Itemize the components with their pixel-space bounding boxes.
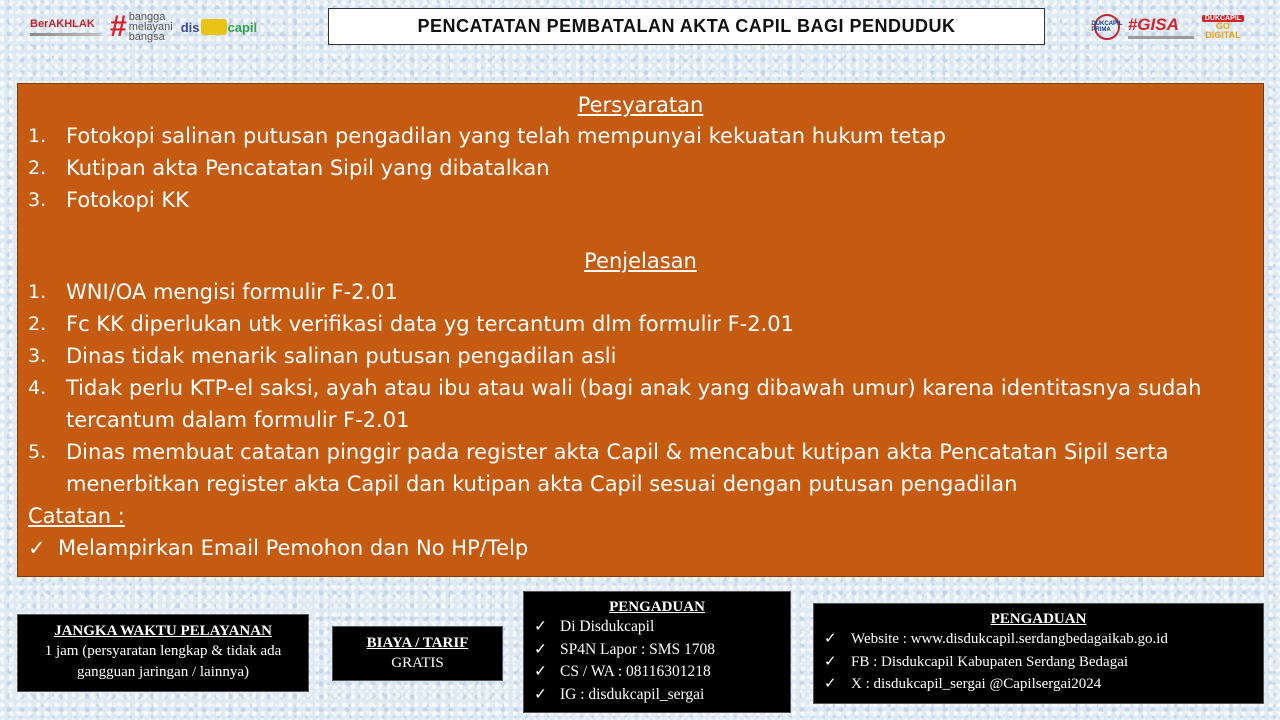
complaint-item [824,628,1253,651]
persyaratan-item [28,152,1253,184]
fee-desc: GRATIS [391,655,444,671]
complaint-item-text: FB : Disdukcapil Kabupaten Serdang Bedagai [851,653,1129,670]
check-icon: ✓ [824,653,837,670]
complaint-title: PENGADUAN [609,599,705,615]
penjelasan-item [28,436,1253,500]
list-number: 3. [28,345,47,367]
list-number: 1. [28,281,47,303]
list-number: 1. [28,125,47,147]
service-time-box [17,614,309,692]
list-number: 2. [28,313,47,335]
list-text: Fotokopi KK [66,188,189,212]
bangga-word-1: bangga [128,11,166,23]
complaint-item-text: CS / WA : 08116301218 [560,663,711,680]
list-text: Dinas tidak menarik salinan putusan pengadilan asli [66,344,617,368]
disdukcapil-logo [181,19,257,35]
dukcapil-go-digital-logo [1202,15,1244,40]
section-spacer [28,216,1253,246]
go-digital-mid: GO [1215,20,1230,31]
gisa-logo [1128,16,1194,39]
check-icon: ✓ [824,676,837,692]
catatan-item [28,532,1253,564]
bangga-hash-glyph: # [110,10,127,43]
check-icon: ✓ [824,631,837,647]
service-time-title: JANGKA WAKTU PELAYANAN [54,623,272,639]
complaint-box-online [813,603,1264,704]
complaint-item [824,651,1253,674]
list-number: 5. [28,441,47,463]
complaint-title: PENGADUAN [990,611,1087,627]
complaint-item-text: X : disdukcapil_sergai @Capilsergai2024 [851,676,1102,692]
complaint-item-text: Website : www.disdukcapil.serdangbedagaikab.go.id [851,631,1168,647]
persyaratan-item [28,184,1253,216]
list-text: Dinas membuat catatan pinggir pada register akta Capil & mencabut kutipan akta Pencatatan Sipil serta menerbitkan register akta Capil dan kutipan akta Capil sesuai dengan putusan pengadilan [66,440,1169,496]
complaint-item-text: Di Disdukcapil [560,618,655,635]
complaint-item [824,673,1253,696]
check-icon: ✓ [534,618,547,635]
list-number: 4. [28,377,47,399]
header-logos-right [1091,12,1244,42]
catatan-title: Catatan : [28,504,125,528]
list-text: WNI/OA mengisi formulir F-2.01 [66,280,398,304]
persyaratan-title: Persyaratan [577,93,704,117]
berakhlak-logo-tagline [30,33,100,36]
gisa-logo-tagline [1128,36,1194,39]
persyaratan-item [28,120,1253,152]
berakhlak-logo-text: BerAKHLAK [30,18,95,30]
penjelasan-title: Penjelasan [584,249,697,273]
complaint-item-text: IG : disdukcapil_sergai [560,685,705,703]
complaint-item [534,616,780,639]
penjelasan-item [28,372,1253,436]
list-text: Fc KK diperlukan utk verifikasi data yg tercantum dlm formulir F-2.01 [66,312,794,336]
bangga-logo-words [129,12,173,42]
page-title: PENCATATAN PEMBATALAN AKTA CAPIL BAGI PENDUDUK [328,8,1045,45]
catatan-text: Melampirkan Email Pemohon dan No HP/Telp [58,536,529,560]
bangga-word-2: melayani [128,21,173,33]
penjelasan-item [28,308,1253,340]
penjelasan-item [28,340,1253,372]
bangga-word-3: bangsa [128,31,165,43]
check-icon: ✓ [534,640,547,658]
complaint-item [534,639,780,662]
go-digital-bottom: DIGITAL [1205,29,1241,40]
list-text: Fotokopi salinan putusan pengadilan yang telah mempunyai kekuatan hukum tetap [66,124,946,148]
disdukcapil-logo-end: capil [227,19,258,35]
disdukcapil-logo-start: dis [180,19,200,35]
go-digital-top: DUKCAPIL [1202,15,1244,22]
fee-title: BIAYA / TARIF [366,635,469,651]
penjelasan-item [28,276,1253,308]
gisa-logo-text: #GISA [1127,14,1179,34]
disdukcapil-logo-badge [201,19,227,35]
requirements-panel [17,83,1264,577]
check-icon: ✓ [534,663,547,680]
berakhlak-logo [30,18,102,36]
list-number: 3. [28,189,47,211]
fee-box [332,626,503,681]
complaint-item [534,661,780,684]
dukcapil-prima-logo: DUKCAPIL PRIMA [1094,14,1120,40]
complaint-item [534,684,780,707]
check-icon: ✓ [28,536,46,560]
bangga-melayani-bangsa-logo [110,12,173,42]
list-text: Tidak perlu KTP-el saksi, ayah atau ibu atau wali (bagi anak yang dibawah umur) karena identitasnya sudah tercantum dalam formulir F-2.01 [66,376,1202,432]
check-icon: ✓ [534,685,547,703]
list-number: 2. [28,157,47,179]
complaint-box-offline [523,591,791,713]
service-time-desc: 1 jam (persyaratan lengkap & tidak ada gangguan jaringan / lainnya) [44,643,282,680]
header-logos-left [30,10,257,44]
complaint-item-text: SP4N Lapor : SMS 1708 [560,640,716,658]
list-text: Kutipan akta Pencatatan Sipil yang dibatalkan [66,156,550,180]
